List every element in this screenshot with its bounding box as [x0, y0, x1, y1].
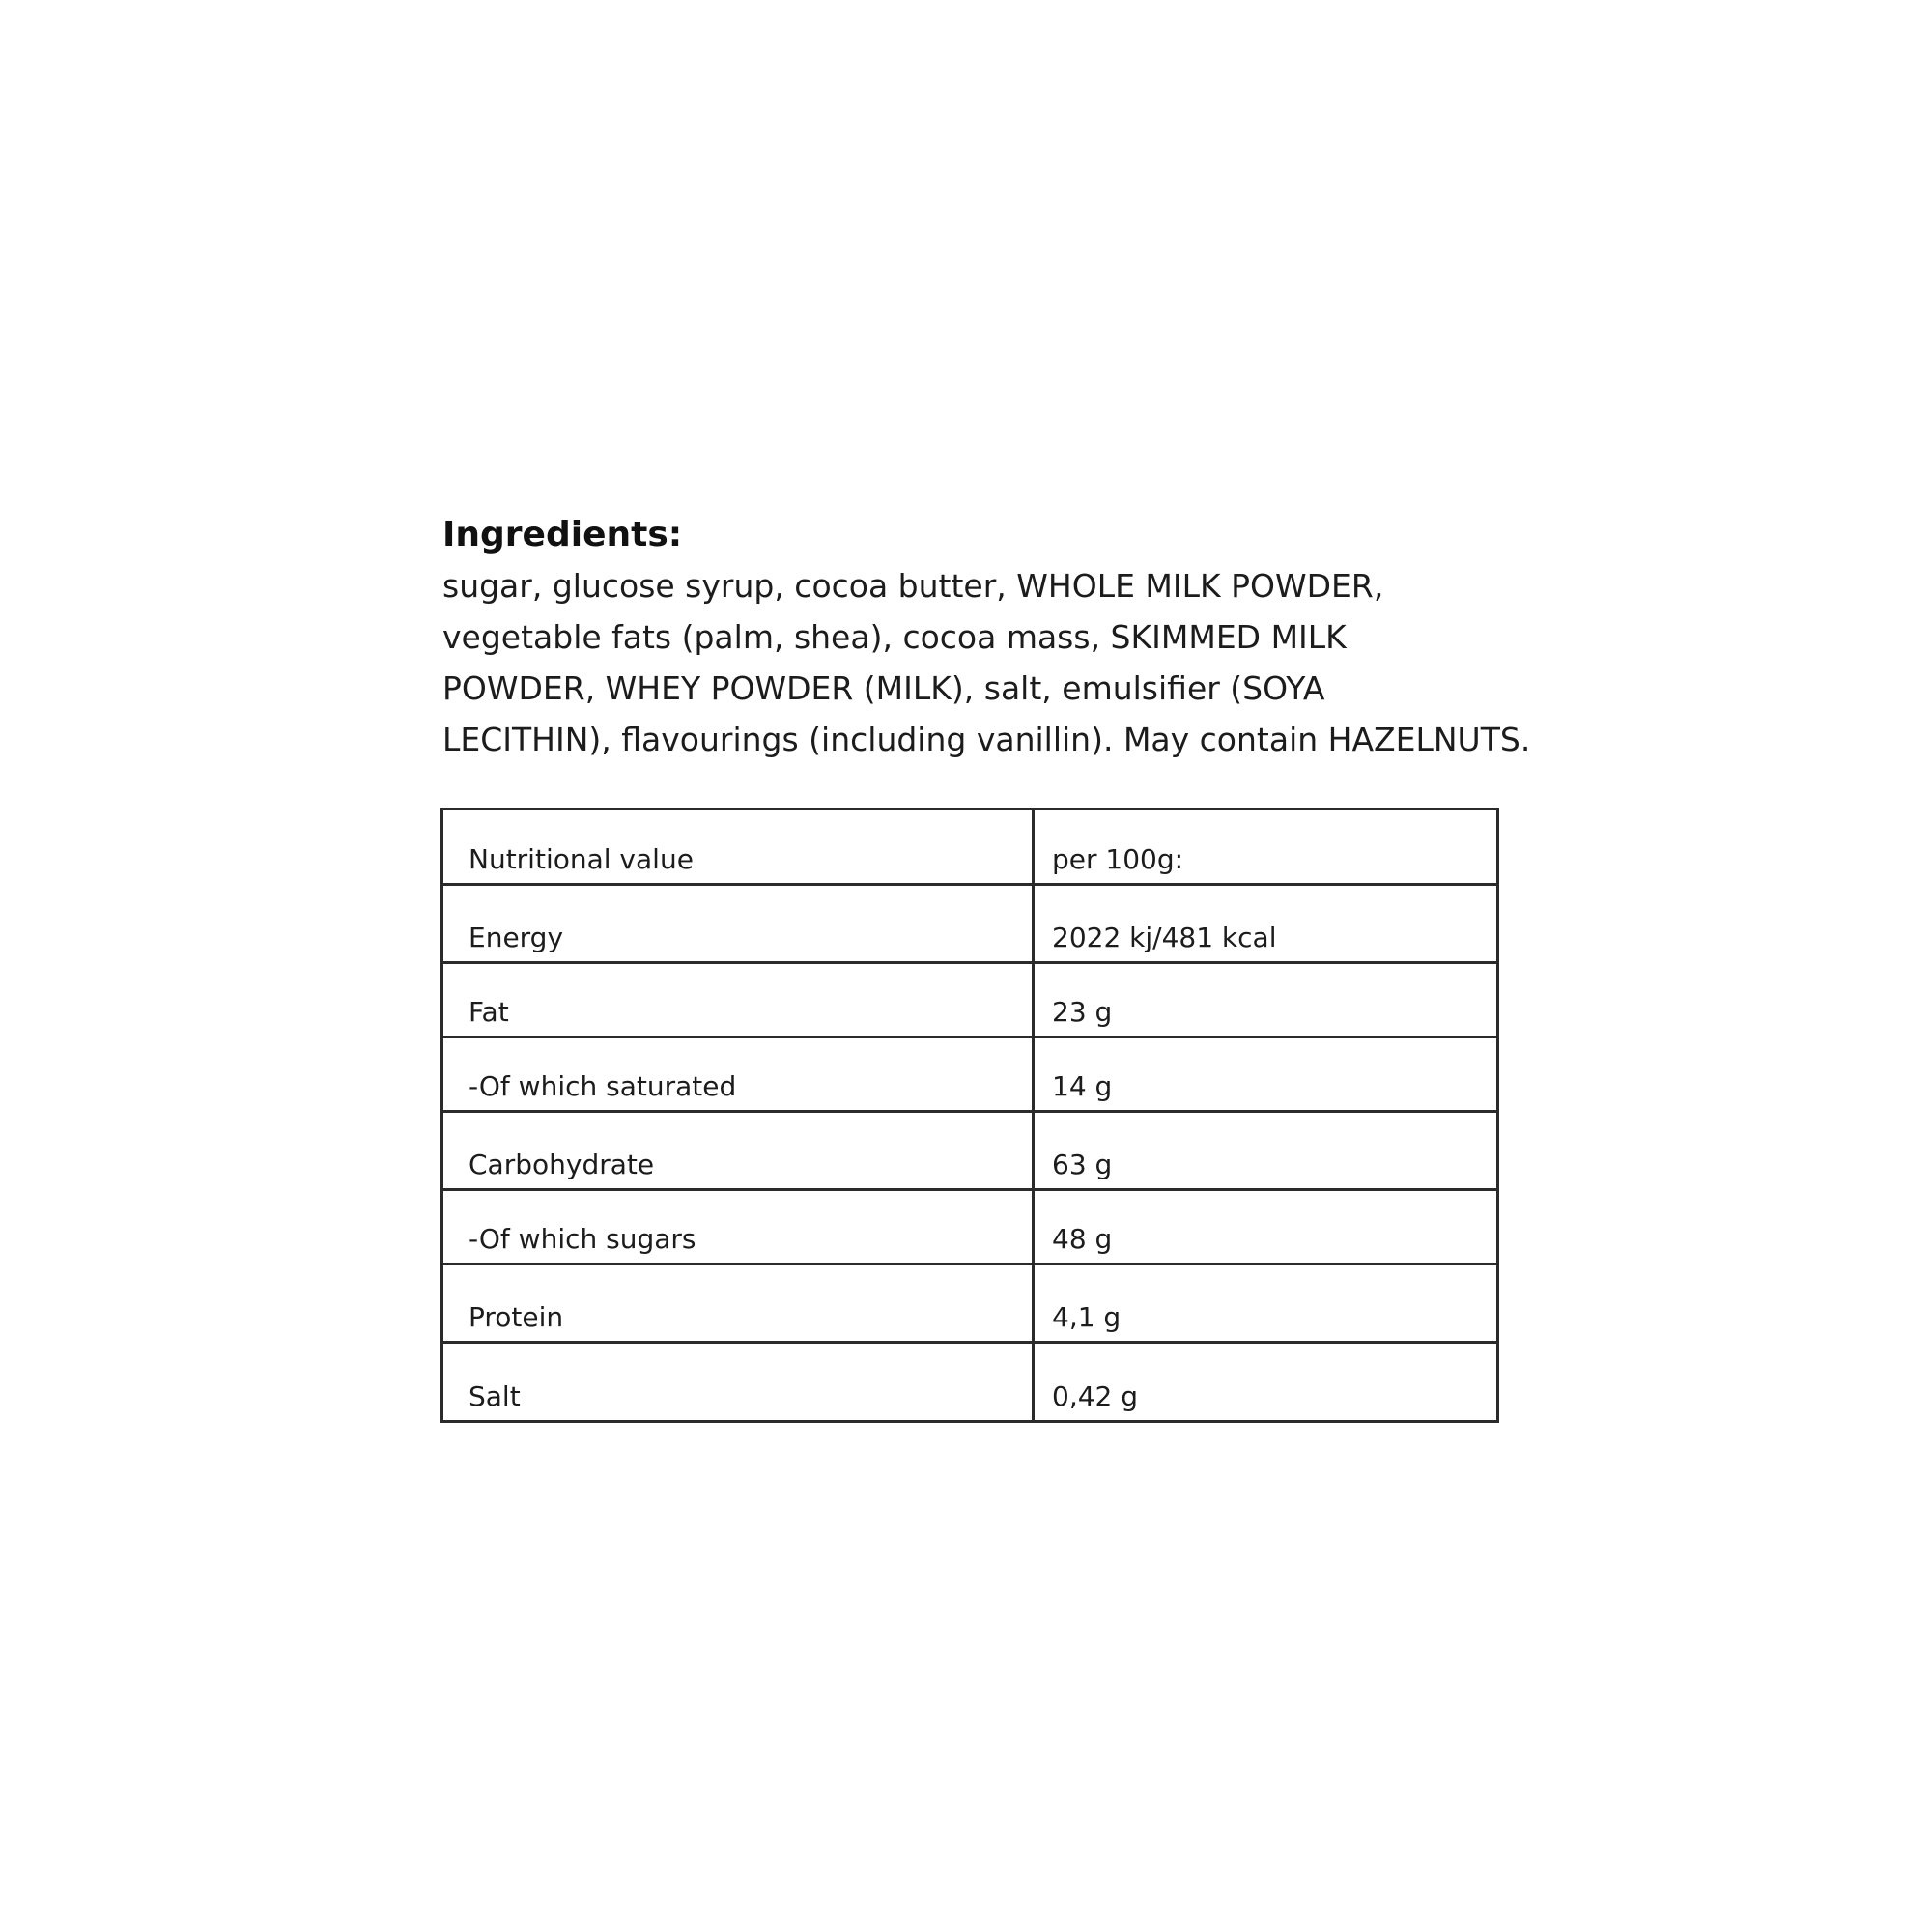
nutrition-header-value: per 100g: — [1052, 843, 1184, 876]
nutrient-label-protein: Protein — [442, 1264, 1034, 1342]
nutrition-header-row — [442, 810, 1498, 885]
nutrient-value-protein: 4,1 g — [1052, 1300, 1122, 1333]
ingredients-section — [442, 510, 1582, 765]
ingredients-line: sugar, glucose syrup, cocoa butter, WHOLE MILK POWDER, — [442, 567, 1384, 605]
table-row — [442, 1264, 1498, 1342]
nutrient-label-energy: Energy — [442, 885, 1034, 962]
table-row — [442, 1037, 1498, 1112]
nutrient-label-saturated: -Of which saturated — [442, 1037, 1034, 1112]
ingredients-line: vegetable fats (palm, shea), cocoa mass, SKIMMED MILK — [442, 618, 1347, 656]
nutrient-value-fat: 23 g — [1052, 996, 1113, 1029]
ingredients-line: LECITHIN), flavourings (including vanillin). May contain HAZELNUTS. — [442, 721, 1531, 758]
nutrition-header-label: Nutritional value — [442, 810, 1034, 885]
nutrient-label-fat: Fat — [442, 962, 1034, 1037]
table-row — [442, 962, 1498, 1037]
nutrient-value-salt: 0,42 g — [1052, 1380, 1139, 1412]
nutrient-value-energy: 2022 kj/481 kcal — [1052, 921, 1277, 953]
ingredients-heading: Ingredients: — [442, 515, 683, 554]
ingredients-line: POWDER, WHEY POWDER (MILK), salt, emulsifier (SOYA — [442, 669, 1325, 707]
nutrient-label-salt: Salt — [442, 1342, 1034, 1421]
nutrient-value-sugars: 48 g — [1052, 1223, 1113, 1256]
nutrient-label-carbohydrate: Carbohydrate — [442, 1112, 1034, 1189]
nutrient-label-sugars: -Of which sugars — [442, 1189, 1034, 1264]
nutrition-table — [440, 808, 1499, 1423]
table-row — [442, 1189, 1498, 1264]
nutrient-value-carbohydrate: 63 g — [1052, 1148, 1113, 1180]
table-row — [442, 1112, 1498, 1189]
nutrient-value-saturated: 14 g — [1052, 1070, 1113, 1103]
table-row — [442, 1342, 1498, 1421]
table-row — [442, 885, 1498, 962]
